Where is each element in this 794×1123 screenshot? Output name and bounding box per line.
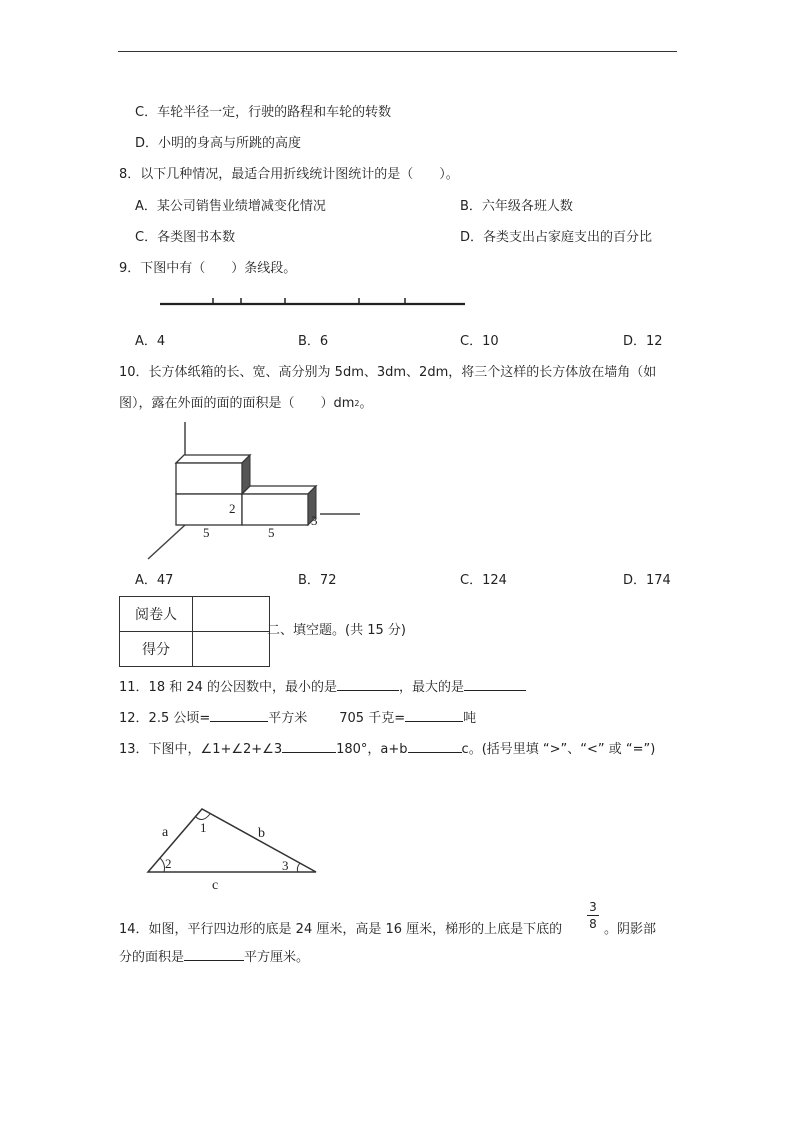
q11-blank-max[interactable]: [464, 676, 526, 691]
score-table-score-cell[interactable]: [193, 632, 270, 667]
q9-option-b: B．6: [298, 334, 329, 349]
q8-option-d: D．各类支出占家庭支出的百分比: [460, 230, 653, 245]
q14-line1-start: 14．如图，平行四边形的底是 24 厘米，高是 16 厘米，梯形的上底是下底的: [119, 922, 563, 937]
q11: 11．18 和 24 的公因数中，最小的是 ，最大的是: [119, 676, 526, 697]
q7-option-c: C．车轮半径一定，行驶的路程和车轮的转数: [135, 105, 392, 120]
q13-blank-angles[interactable]: [282, 738, 336, 753]
score-table: [119, 596, 270, 667]
q13-label-angle-2: 2: [165, 856, 172, 871]
q14-fraction-numerator: 3: [589, 900, 597, 914]
q10-stem-line2: 图），露在外面的面的面积是（ ）$dm^2$。: [119, 396, 373, 411]
q10-option-d: D．174: [623, 573, 671, 588]
q11-blank-min[interactable]: [337, 676, 399, 691]
q13-blank-sides[interactable]: [408, 738, 462, 753]
q9-line-figure: [158, 295, 468, 311]
q12-blank-area[interactable]: [210, 707, 268, 722]
q8-option-c: C．各类图书本数: [135, 230, 236, 245]
q9-stem: 9．下图中有（ ）条线段。: [119, 261, 297, 276]
q13-label-angle-3: 3: [282, 858, 289, 873]
score-table-grader-label: 阅卷人: [120, 597, 193, 632]
q13-label-b: b: [258, 826, 265, 841]
score-table-score-label: 得分: [120, 632, 193, 667]
q10-option-c: C．124: [460, 573, 507, 588]
q8-option-a: A．某公司销售业绩增减变化情况: [135, 199, 326, 214]
q14-fraction-denominator: 8: [589, 917, 597, 931]
q12: 12．2.5 公顷= 平方米 705 千克= 吨: [119, 707, 476, 728]
q10-label-height: 2: [229, 501, 236, 516]
q10-label-width: 3: [311, 513, 318, 528]
q9-option-c: C．10: [460, 334, 499, 349]
q9-option-d: D．12: [623, 334, 663, 349]
q7-option-d: D．小明的身高与所跳的高度: [135, 136, 302, 151]
q13-label-a: a: [162, 825, 169, 840]
q8-stem: 8．以下几种情况，最适合用折线统计图统计的是（ ）。: [119, 167, 459, 182]
q13-label-angle-1: 1: [200, 820, 207, 835]
header-rule: [118, 51, 677, 52]
q13-label-c: c: [212, 878, 219, 893]
q10-boxes-figure: [145, 422, 365, 562]
q14-blank-area[interactable]: [184, 946, 244, 961]
q14-fraction: [587, 900, 599, 931]
q14-line2: 分的面积是 平方厘米。: [119, 946, 309, 967]
q10-label-length-left: 5: [203, 525, 210, 540]
q12-blank-weight[interactable]: [405, 707, 463, 722]
q10-label-length-right: 5: [268, 525, 275, 540]
score-table-grader-cell[interactable]: [193, 597, 270, 632]
q9-option-a: A．4: [135, 334, 166, 349]
q13-triangle-figure: [140, 800, 330, 895]
q10-stem-line1: 10．长方体纸箱的长、宽、高分别为 5dm、3dm、2dm，将三个这样的长方体放在墙角（如: [119, 365, 657, 380]
q13: 13．下图中，∠1+∠2+∠3 180°，a+b c。(括号里填 “>”、“<” 或 “=”): [119, 738, 655, 759]
section-2-title: 二、填空题。(共 15 分): [267, 623, 406, 638]
q8-option-b: B．六年级各班人数: [460, 199, 573, 214]
q14-line1-end: 。阴影部: [604, 922, 657, 937]
q10-option-a: A．47: [135, 573, 174, 588]
q10-option-b: B．72: [298, 573, 337, 588]
